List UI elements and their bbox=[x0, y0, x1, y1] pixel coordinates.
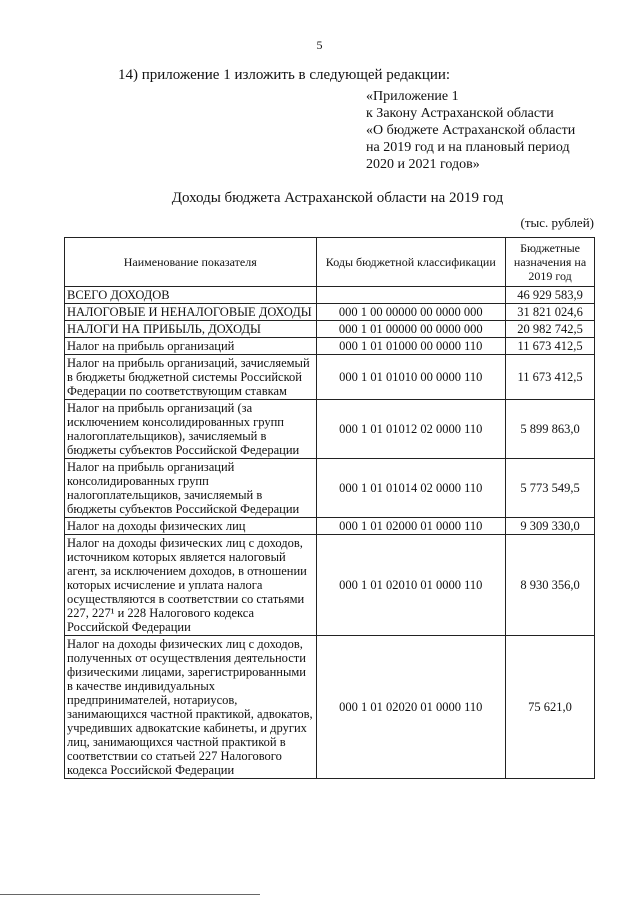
page-number: 5 bbox=[316, 38, 323, 52]
row-code: 000 1 01 00000 00 0000 000 bbox=[316, 321, 506, 338]
row-name: Налог на доходы физических лиц с доходов, источником которых является налоговый агент, за исключением доходов, в отношении которых исчисление и уплата налога осуществляются в соответствии со статьями 227, 227¹ и 228 Налогового кодекса Российской Федерации bbox=[65, 535, 317, 636]
row-code: 000 1 01 01014 02 0000 110 bbox=[316, 459, 506, 518]
appendix-reference bbox=[366, 88, 575, 173]
row-code: 000 1 01 01012 02 0000 110 bbox=[316, 400, 506, 459]
income-table bbox=[64, 237, 595, 779]
row-code: 000 1 00 00000 00 0000 000 bbox=[316, 304, 506, 321]
table-row bbox=[65, 518, 595, 535]
row-name: НАЛОГОВЫЕ И НЕНАЛОГОВЫЕ ДОХОДЫ bbox=[65, 304, 317, 321]
table-row bbox=[65, 636, 595, 779]
table-row bbox=[65, 459, 595, 518]
row-code: 000 1 01 02020 01 0000 110 bbox=[316, 636, 506, 779]
row-amount: 75 621,0 bbox=[506, 636, 595, 779]
units-label: (тыс. рублей) bbox=[520, 215, 594, 230]
appendix-line: на 2019 год и на плановый период bbox=[366, 140, 570, 155]
header-amount: Бюджетные назначения на 2019 год bbox=[506, 238, 595, 287]
appendix-line: 2020 и 2021 годов» bbox=[366, 157, 480, 172]
appendix-line: «Приложение 1 bbox=[366, 89, 459, 104]
row-name: Налог на прибыль организаций, зачисляемый в бюджеты бюджетной системы Российской Федерации по соответствующим ставкам bbox=[65, 355, 317, 400]
row-amount: 46 929 583,9 bbox=[506, 287, 595, 304]
header-name: Наименование показателя bbox=[65, 238, 317, 287]
row-code: 000 1 01 02000 01 0000 110 bbox=[316, 518, 506, 535]
appendix-line: к Закону Астраханской области bbox=[366, 106, 554, 121]
header-code: Коды бюджетной классификации bbox=[316, 238, 506, 287]
row-code bbox=[316, 287, 506, 304]
row-code: 000 1 01 01010 00 0000 110 bbox=[316, 355, 506, 400]
row-name: Налог на доходы физических лиц с доходов, полученных от осуществления деятельности физическими лицами, зарегистрированными в качестве индивидуальных предпринимателей, нотариусов, занимающихся частной практикой, адвокатов, учредивших адвокатские кабинеты, и других лиц, занимающихся частной практикой в соответствии со статьей 227 Налогового кодекса Российской Федерации bbox=[65, 636, 317, 779]
table-row bbox=[65, 535, 595, 636]
document-title: Доходы бюджета Астраханской области на 2019 год bbox=[171, 190, 504, 206]
table-row bbox=[65, 321, 595, 338]
row-amount: 31 821 024,6 bbox=[506, 304, 595, 321]
footer-divider bbox=[0, 894, 260, 895]
row-name: Налог на прибыль организаций bbox=[65, 338, 317, 355]
row-name: НАЛОГИ НА ПРИБЫЛЬ, ДОХОДЫ bbox=[65, 321, 317, 338]
row-code: 000 1 01 02010 01 0000 110 bbox=[316, 535, 506, 636]
table-row bbox=[65, 287, 595, 304]
table-header-row bbox=[65, 238, 595, 287]
row-amount: 8 930 356,0 bbox=[506, 535, 595, 636]
row-name: Налог на прибыль организаций (за исключением консолидированных групп налогоплательщиков), зачисляемый в бюджеты субъектов Российской Федерации bbox=[65, 400, 317, 459]
row-amount: 5 899 863,0 bbox=[506, 400, 595, 459]
table-row bbox=[65, 304, 595, 321]
row-amount: 11 673 412,5 bbox=[506, 338, 595, 355]
row-name: Налог на доходы физических лиц bbox=[65, 518, 317, 535]
table-row bbox=[65, 338, 595, 355]
amendment-intro: 14) приложение 1 изложить в следующей редакции: bbox=[118, 67, 451, 83]
row-amount: 9 309 330,0 bbox=[506, 518, 595, 535]
row-amount: 11 673 412,5 bbox=[506, 355, 595, 400]
row-code: 000 1 01 01000 00 0000 110 bbox=[316, 338, 506, 355]
row-amount: 20 982 742,5 bbox=[506, 321, 595, 338]
row-name: ВСЕГО ДОХОДОВ bbox=[65, 287, 317, 304]
table-row bbox=[65, 355, 595, 400]
table-row bbox=[65, 400, 595, 459]
row-name: Налог на прибыль организаций консолидированных групп налогоплательщиков, зачисляемый в бюджеты субъектов Российской Федерации bbox=[65, 459, 317, 518]
row-amount: 5 773 549,5 bbox=[506, 459, 595, 518]
appendix-line: «О бюджете Астраханской области bbox=[366, 123, 576, 138]
